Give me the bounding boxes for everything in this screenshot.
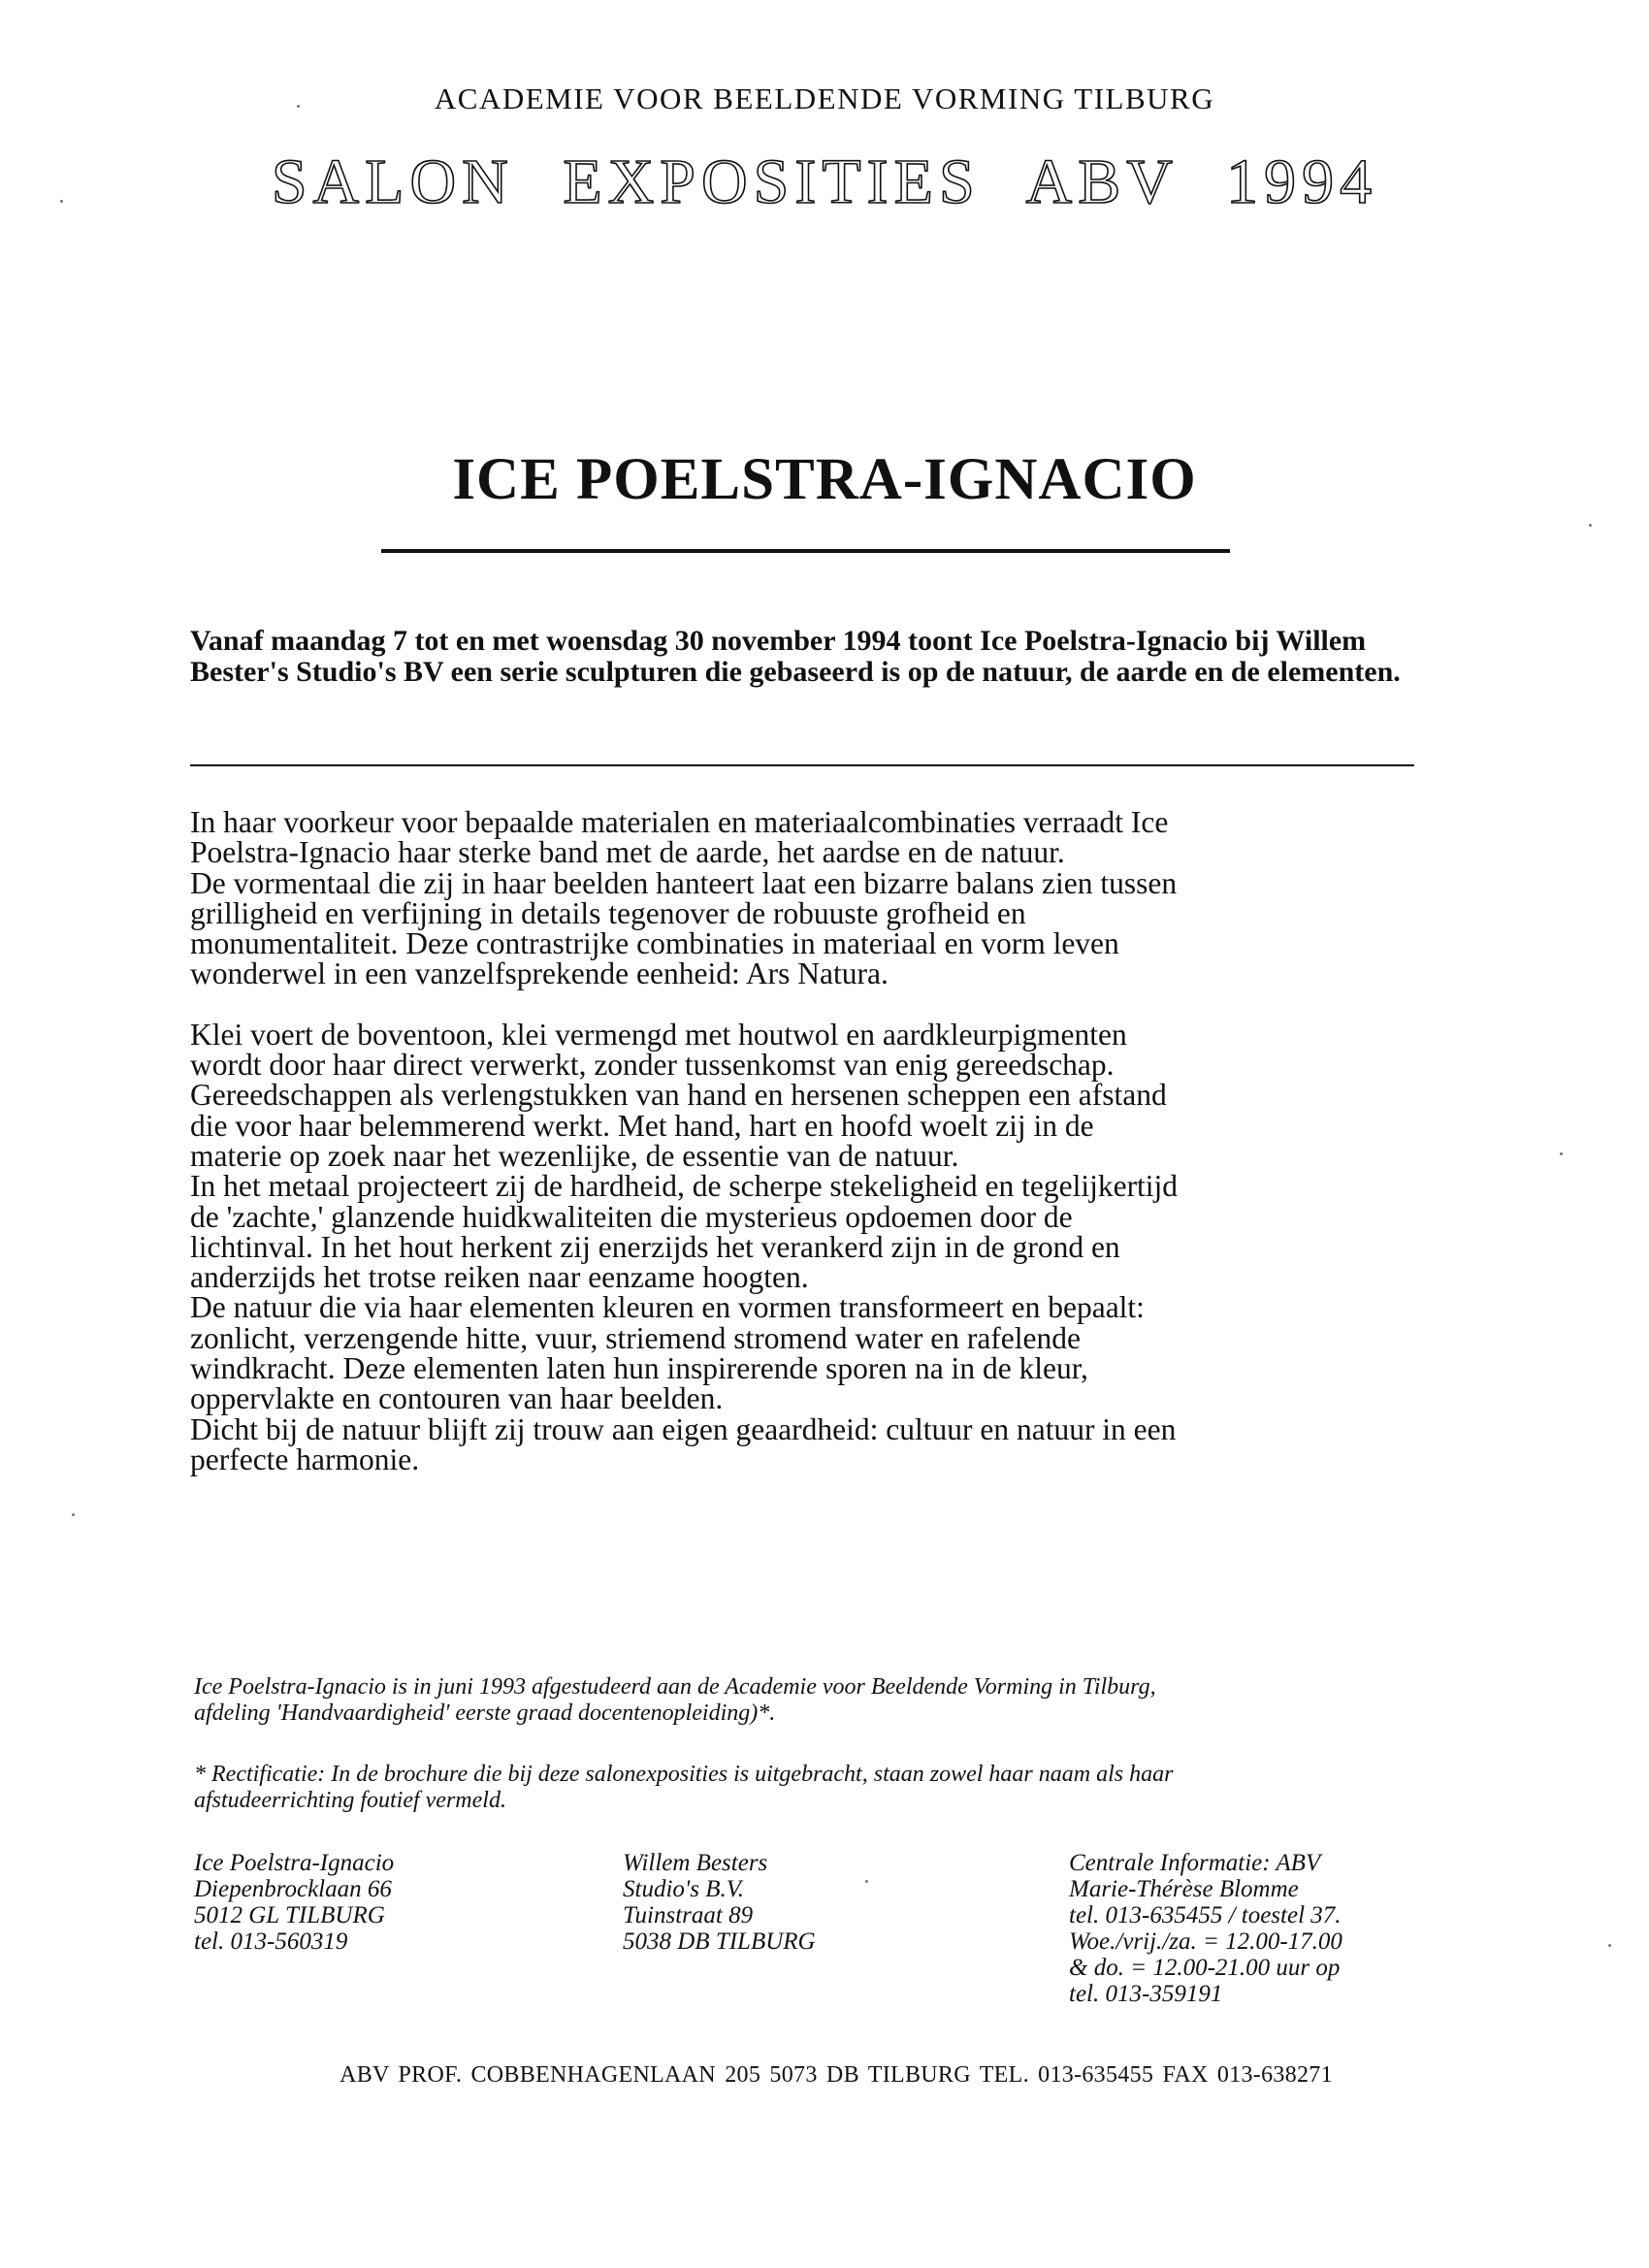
body-line: De vormentaal die zij in haar beelden hanteert laat een bizarre balans zien tussen (190, 865, 1178, 900)
footer-address-line: ABV PROF. COBBENHAGENLAAN 205 5073 DB TILBURG TEL. 013-635455 FAX 013-638271 (340, 2062, 1333, 2088)
body-line: perfecte harmonie. (190, 1442, 420, 1476)
body-line: In haar voorkeur voor bepaalde materialen en materiaalcombinaties verraadt Ice (190, 805, 1169, 839)
note-line: Ice Poelstra-Ignacio is in juni 1993 afgestudeerd aan de Academie voor Beeldende Vorming in Tilburg, (194, 1674, 1156, 1700)
contact-line: 5038 DB TILBURG (623, 1928, 816, 1955)
body-line: In het metaal projecteert zij de hardheid, de scherpe stekeligheid en tegelijkertijd (190, 1169, 1179, 1204)
body-paragraph-1 (190, 807, 1432, 989)
studio-contact-block (623, 1850, 816, 1955)
intro-paragraph: Vanaf maandag 7 tot en met woensdag 30 november 1994 toont Ice Poelstra-Ignacio bij Willem Bester's Studio's BV een serie sculpturen die gebaseerd is op de natuur, de aarde en de elementen. (190, 625, 1401, 688)
series-title: SALON EXPOSITIES ABV 1994 (271, 146, 1378, 217)
correction-note (194, 1762, 1426, 1814)
body-line: oppervlakte en contouren van haar beelden. (190, 1381, 724, 1416)
body-line: grilligheid en verfijning in details tegenover de robuuste grofheid en (190, 895, 1026, 930)
body-text (190, 807, 1432, 1505)
artist-name-heading: ICE POELSTRA-IGNACIO (452, 447, 1197, 512)
contact-line: tel. 013-635455 / toestel 37. (1069, 1902, 1342, 1928)
heading-underline (381, 549, 1230, 553)
contact-line: Woe./vrij./za. = 12.00-17.00 (1069, 1928, 1342, 1955)
contact-line: Centrale Informatie: ABV (1069, 1850, 1321, 1876)
body-line: Klei voert de boventoon, klei vermengd met houtwol en aardkleurpigmenten (190, 1017, 1127, 1052)
body-line: die voor haar belemmerend werkt. Met hand, hart en hoofd woelt zij in de (190, 1108, 1094, 1143)
scan-speck (1589, 524, 1592, 527)
body-line: wonderwel in een vanzelfsprekende eenheid: Ars Natura. (190, 956, 889, 991)
contact-line: Tuinstraat 89 (623, 1902, 754, 1928)
contact-line: & do. = 12.00-21.00 uur op (1069, 1955, 1341, 1981)
scan-speck (1608, 1944, 1611, 1947)
note-line: afdeling 'Handvaardigheid' eerste graad docentenopleiding)*. (194, 1701, 776, 1726)
body-line: anderzijds het trotse reiken naar eenzame hoogten. (190, 1260, 809, 1295)
contact-line: Ice Poelstra-Ignacio (194, 1850, 395, 1876)
note-line: afstudeerrichting foutief vermeld. (194, 1788, 506, 1813)
body-line: wordt door haar direct verwerkt, zonder tussenkomst van enig gereedschap. (190, 1048, 1115, 1083)
body-line: lichtinval. In het hout herkent zij enerzijds het verankerd zijn in de grond en (190, 1229, 1120, 1264)
body-paragraph-2 (190, 1017, 1432, 1476)
body-line: monumentaliteit. Deze contrastrijke combinaties in materiaal en vorm leven (190, 926, 1119, 961)
graduation-note (194, 1674, 1426, 1727)
body-line: Poelstra-Ignacio haar sterke band met de aarde, het aardse en de natuur. (190, 835, 1065, 870)
contact-line: Willem Besters (623, 1850, 768, 1876)
contact-line: Diepenbrocklaan 66 (194, 1876, 392, 1902)
body-line: zonlicht, verzengende hitte, vuur, striemend stromend water en rafelende (190, 1320, 1081, 1355)
contact-line: Studio's B.V. (623, 1876, 745, 1902)
body-line: de 'zachte,' glanzende huidkwaliteiten die mysterieus opdoemen door de (190, 1199, 1073, 1234)
body-line: Dicht bij de natuur blijft zij trouw aan eigen geaardheid: cultuur en natuur in een (190, 1411, 1177, 1446)
contact-line: Marie-Thérèse Blomme (1069, 1876, 1299, 1902)
body-line: windkracht. Deze elementen laten hun inspirerende sporen na in de kleur, (190, 1351, 1088, 1386)
body-line: materie op zoek naar het wezenlijke, de essentie van de natuur. (190, 1138, 959, 1173)
contact-line: 5012 GL TILBURG (194, 1902, 385, 1928)
contact-line: tel. 013-560319 (194, 1928, 348, 1955)
intro-divider (190, 764, 1414, 766)
institution-heading: ACADEMIE VOOR BEELDENDE VORMING TILBURG (434, 81, 1215, 115)
note-line: * Rectificatie: In de brochure die bij deze salonexposities is uitgebracht, staan zowel haar naam als haar (194, 1762, 1174, 1787)
scan-speck (865, 1880, 868, 1883)
artist-contact-block (194, 1850, 394, 1955)
scan-speck (60, 200, 63, 203)
scan-speck (297, 105, 300, 108)
contact-line: tel. 013-359191 (1069, 1981, 1223, 2007)
body-line: De natuur die via haar elementen kleuren en vormen transformeert en bepaalt: (190, 1290, 1145, 1325)
body-line: Gereedschappen als verlengstukken van hand en hersenen scheppen een afstand (190, 1078, 1167, 1113)
scan-speck (72, 1513, 75, 1516)
scan-speck (1560, 1152, 1563, 1155)
central-information-block (1069, 1850, 1342, 2007)
